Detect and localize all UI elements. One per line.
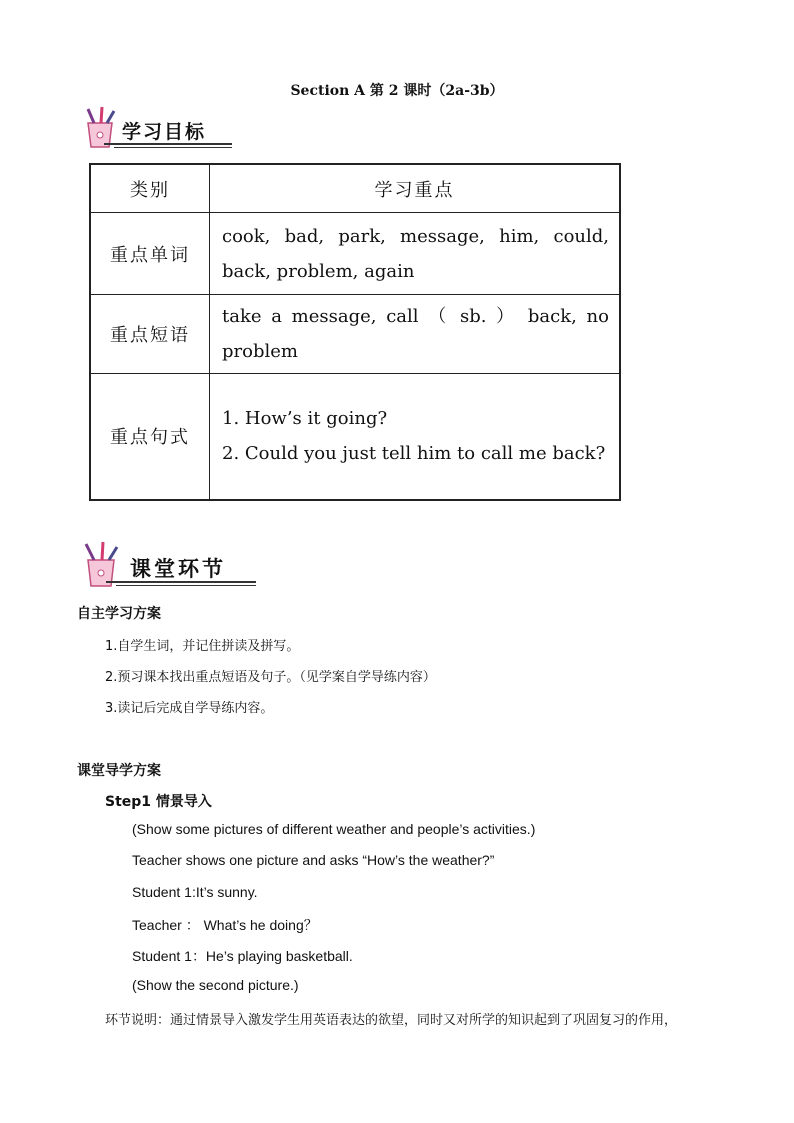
document-title: Section A 第 2 课时（2a-3b） <box>290 83 504 99</box>
row-category: 重点句式 <box>90 374 210 500</box>
table-row <box>90 374 620 500</box>
sentence-item: 1. How’s it going? <box>222 408 388 430</box>
list-item: 3.读记后完成自学导练内容。 <box>105 701 274 716</box>
class-guide-heading: 课堂导学方案 <box>77 763 161 779</box>
row-category: 重点单词 <box>90 213 210 295</box>
self-study-heading: 自主学习方案 <box>77 606 161 622</box>
sentence-item: 2. Could you just tell him to call me back? <box>222 443 606 465</box>
dialogue-line: Student 1:It’s sunny. <box>132 884 258 900</box>
class-banner-label: 课堂环节 <box>130 557 226 581</box>
dialogue-line: (Show some pictures of different weather and people’s activities.) <box>132 821 536 837</box>
col-header-focus: 学习重点 <box>210 164 621 213</box>
col-header-category: 类别 <box>90 164 210 213</box>
goals-banner-label: 学习目标 <box>122 121 207 143</box>
list-item: 2.预习课本找出重点短语及句子。（见学案自学导练内容） <box>105 670 436 685</box>
dialogue-line: Teacher shows one picture and asks “How’s the weather?” <box>132 852 495 868</box>
table-header-row <box>90 164 620 213</box>
row-content: take a message, call （ sb. ） back, no problem <box>210 295 621 374</box>
goals-banner <box>74 105 234 150</box>
row-content <box>210 374 621 500</box>
dialogue-line: (Show the second picture.) <box>132 977 299 993</box>
step1-heading: Step1 情景导入 <box>105 794 212 810</box>
row-content: cook, bad, park, message, him, could, back, problem, again <box>210 213 621 295</box>
row-category: 重点短语 <box>90 295 210 374</box>
table-row <box>90 295 620 374</box>
section-note: 环节说明：通过情景导入激发学生用英语表达的欲望，同时又对所学的知识起到了巩固复习的作用， <box>105 1013 678 1028</box>
study-goals-table <box>89 163 621 501</box>
class-banner <box>74 540 259 588</box>
dialogue-line: Student 1：He’s playing basketball. <box>132 948 353 964</box>
table-row <box>90 213 620 295</box>
dialogue-line: Teacher ： What’s he doing？ <box>132 917 318 933</box>
list-item: 1.自学生词，并记住拼读及拼写。 <box>105 639 300 654</box>
